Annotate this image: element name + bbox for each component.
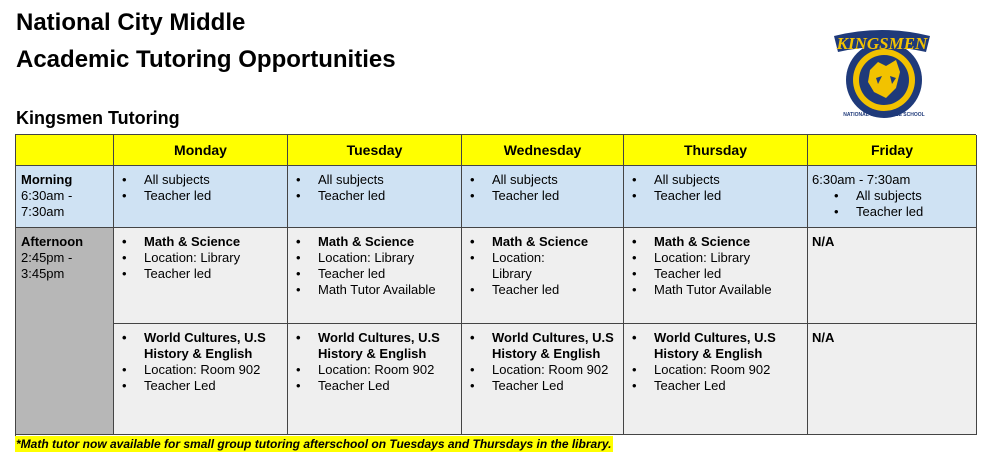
page-title-line2: Academic Tutoring Opportunities [16, 46, 396, 73]
afternoon1-monday [114, 228, 288, 324]
list-item: • Location: Room 902 [492, 362, 619, 378]
afternoon-label-cell [16, 228, 114, 435]
list-item: • Location: Room 902 [144, 362, 283, 378]
morning-monday [114, 166, 288, 228]
list-item: • Location: Library [144, 250, 283, 266]
afternoon2-wednesday [462, 324, 624, 435]
list-item: • Location: Room 902 [318, 362, 457, 378]
list-item: • Teacher led [856, 204, 972, 220]
list-item: • World Cultures, U.S History & English [318, 330, 457, 362]
header-corner [16, 135, 114, 166]
list-item: • All subjects [856, 188, 972, 204]
list-item: • Location: Library [318, 250, 457, 266]
morning-tuesday [288, 166, 462, 228]
list-item: • Teacher led [318, 266, 457, 282]
footnote: *Math tutor now available for small group tutoring afterschool on Tuesdays and Thursdays in the library. [16, 437, 612, 451]
friday-morning-time: 6:30am - 7:30am [812, 172, 911, 187]
list-item: • Teacher Led [492, 378, 619, 394]
list-item: • Location: Room 902 [654, 362, 803, 378]
page-title-line1: National City Middle [16, 9, 246, 36]
morning-label: Morning [21, 172, 73, 187]
list-item: • Teacher Led [144, 378, 283, 394]
morning-label-cell [16, 166, 114, 228]
afternoon1-wednesday [462, 228, 624, 324]
list-item: • Math & Science [144, 234, 283, 250]
header-friday: Friday [808, 135, 977, 166]
morning-time-start: 6:30am - [21, 188, 73, 203]
svg-text:KINGSMEN: KINGSMEN [836, 34, 928, 53]
header-tuesday: Tuesday [288, 135, 462, 166]
kingsmen-logo [826, 22, 938, 122]
list-item: • Teacher led [654, 188, 803, 204]
list-item: • Teacher Led [654, 378, 803, 394]
list-item: • World Cultures, U.S History & English [144, 330, 283, 362]
afternoon-time-end: 3:45pm [21, 266, 65, 281]
list-item: • Location: Library [654, 250, 803, 266]
header-monday: Monday [114, 135, 288, 166]
list-item: • Math & Science [492, 234, 619, 250]
svg-text:NATIONAL CITY MIDDLE SCHOOL: NATIONAL CITY MIDDLE SCHOOL [843, 112, 925, 118]
list-item: • World Cultures, U.S History & English [654, 330, 803, 362]
list-item: • Teacher Led [318, 378, 457, 394]
list-item: • Teacher led [318, 188, 457, 204]
section-subtitle: Kingsmen Tutoring [16, 108, 180, 128]
list-item: • All subjects [492, 172, 619, 188]
afternoon1-friday: N/A [808, 228, 977, 324]
morning-wednesday [462, 166, 624, 228]
list-item: • World Cultures, U.S History & English [492, 330, 619, 362]
list-item: • Teacher led [654, 266, 803, 282]
list-item: • Teacher led [492, 188, 619, 204]
list-item: • Teacher led [144, 188, 283, 204]
list-item: • Math Tutor Available [654, 282, 803, 298]
header-thursday: Thursday [624, 135, 808, 166]
morning-thursday [624, 166, 808, 228]
afternoon2-thursday [624, 324, 808, 435]
afternoon1-thursday [624, 228, 808, 324]
morning-friday [808, 166, 977, 228]
header-wednesday: Wednesday [462, 135, 624, 166]
list-item: • Math & Science [318, 234, 457, 250]
afternoon1-tuesday [288, 228, 462, 324]
afternoon2-tuesday [288, 324, 462, 435]
afternoon2-friday: N/A [808, 324, 977, 435]
tutoring-schedule-table [15, 134, 976, 436]
list-item: • Math Tutor Available [318, 282, 457, 298]
list-item: • All subjects [318, 172, 457, 188]
morning-time-end: 7:30am [21, 204, 65, 219]
list-item: • Math & Science [654, 234, 803, 250]
list-item: • All subjects [654, 172, 803, 188]
afternoon-time-start: 2:45pm - [21, 250, 73, 265]
list-item: • Teacher led [492, 282, 619, 298]
list-item: • Teacher led [144, 266, 283, 282]
list-item: • All subjects [144, 172, 283, 188]
afternoon2-monday [114, 324, 288, 435]
list-item: • Location: Library [492, 250, 562, 282]
afternoon-label: Afternoon [21, 234, 84, 249]
